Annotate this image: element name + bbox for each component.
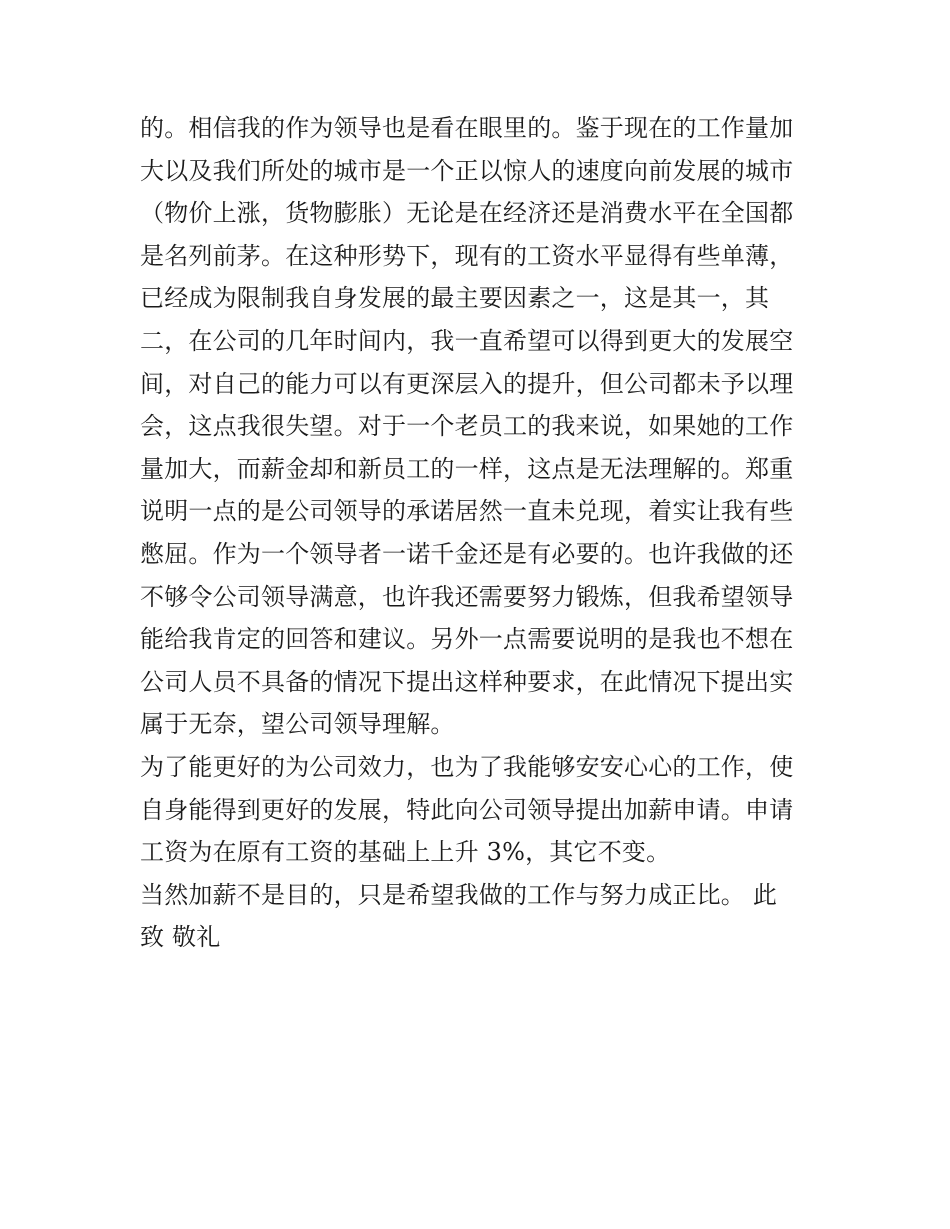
text-line: 量加大，而薪金却和新员工的一样，这点是无法理解的。郑重 xyxy=(140,454,794,483)
text-line: 是名列前茅。在这种形势下，现有的工资水平显得有些单薄， xyxy=(140,241,794,270)
text-line: 已经成为限制我自身发展的最主要因素之一，这是其一，其 xyxy=(140,284,770,313)
closing-salutation: 致 敬礼 xyxy=(140,923,221,952)
letter-body xyxy=(140,107,820,959)
text-line: 当然加薪不是目的，只是希望我做的工作与努力成正比。 此 xyxy=(140,880,778,909)
text-line: 大以及我们所处的城市是一个正以惊人的速度向前发展的城市 xyxy=(140,156,794,185)
text-line: 为了能更好的为公司效力，也为了我能够安安心心的工作，使 xyxy=(140,752,794,781)
text-line: 不够令公司领导满意，也许我还需要努力锻炼，但我希望领导 xyxy=(140,582,794,611)
text-line: 属于无奈，望公司领导理解。 xyxy=(140,710,455,739)
text-line: 自身能得到更好的发展，特此向公司领导提出加薪申请。申请 xyxy=(140,795,794,824)
text-line: （物价上涨，货物膨胀）无论是在经济还是消费水平在全国都 xyxy=(140,199,794,228)
text-line: 会，这点我很失望。对于一个老员工的我来说，如果她的工作 xyxy=(140,412,794,441)
text-line: 工资为在原有工资的基础上上升 3%，其它不变。 xyxy=(140,838,671,867)
text-line: 间，对自己的能力可以有更深层入的提升，但公司都未予以理 xyxy=(140,369,794,398)
text-line: 的。相信我的作为领导也是看在眼里的。鉴于现在的工作量加 xyxy=(140,114,794,142)
text-line: 公司人员不具备的情况下提出这样种要求，在此情况下提出实 xyxy=(140,667,794,696)
text-line: 能给我肯定的回答和建议。另外一点需要说明的是我也不想在 xyxy=(140,625,794,654)
text-line: 憋屈。作为一个领导者一诺千金还是有必要的。也许我做的还 xyxy=(140,539,794,568)
text-line: 二，在公司的几年时间内，我一直希望可以得到更大的发展空 xyxy=(140,326,794,355)
text-line: 说明一点的是公司领导的承诺居然一直未兑现，着实让我有些 xyxy=(140,497,794,526)
